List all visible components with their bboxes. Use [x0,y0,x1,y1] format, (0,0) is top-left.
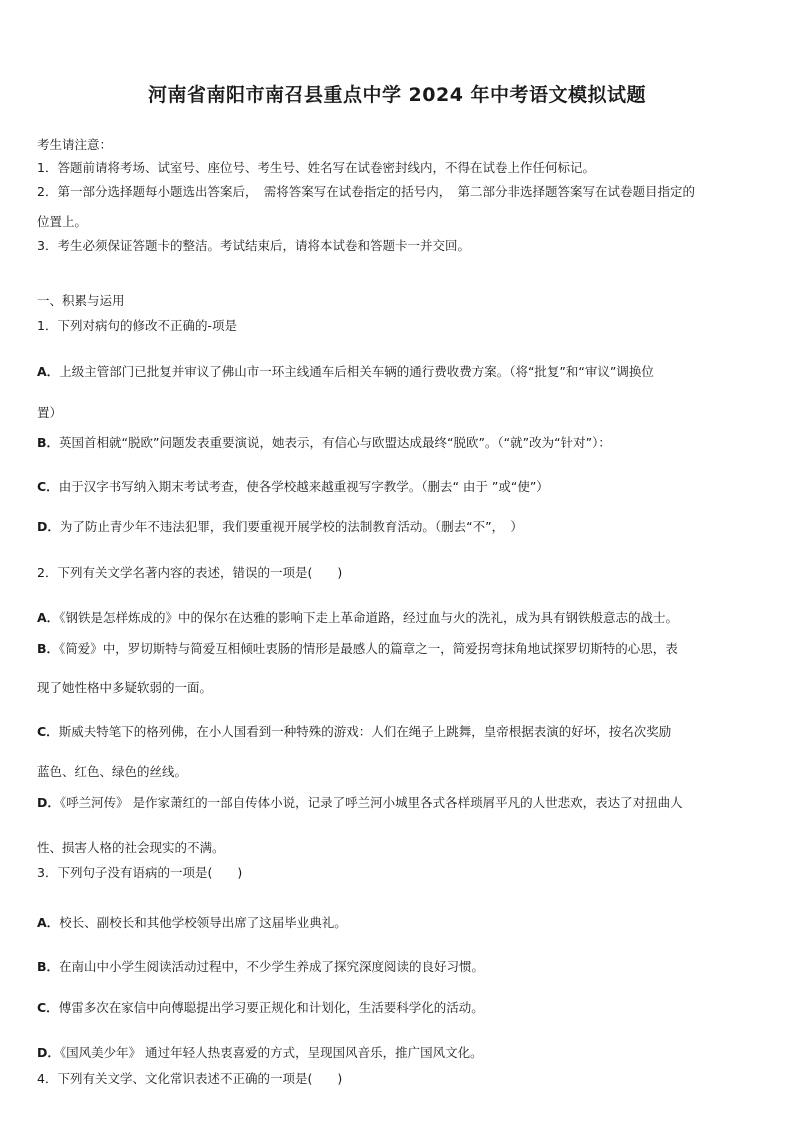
option-text: 《呼兰河传》 是作家萧红的一部自传体小说，记录了呼兰河小城里各式各样琐屑平凡的人世悲欢，表达了对扭曲人 [59,795,683,810]
q2-stem: 2．下列有关文学名著内容的表述，错误的一项是( ) [37,565,343,580]
option-text: 英国首相就“脱欧”问题发表重要演说，她表示，有信心与欧盟达成最终“脱欧”。（“就”改为“针对”）： [59,435,611,450]
option-label: D． [37,1045,60,1060]
option-label: A． [37,364,60,379]
section-heading: 一、积累与运用 [37,293,125,308]
q1-option-b[interactable] [37,435,761,451]
option-text: 在南山中小学生阅读活动过程中，不少学生养成了探究深度阅读的良好习惯。 [59,959,485,974]
option-label: A． [37,610,60,625]
q2-option-b[interactable] [37,641,761,657]
option-text: 校长、副校长和其他学校领导出席了这届毕业典礼。 [59,915,347,930]
q1-option-a[interactable] [37,364,761,380]
q2-option-a[interactable] [37,610,761,626]
option-label: A． [37,915,60,930]
option-label: D． [37,519,60,534]
q2-option-b-cont: 现了她性格中多疑软弱的一面。 [37,680,213,695]
option-text: 上级主管部门已批复并审议了佛山市一环主线通车后相关车辆的通行费收费方案。（将“批复”和“审议”调换位 [59,364,654,379]
option-label: B． [37,641,60,656]
q2-option-c-cont: 蓝色、红色、绿色的丝线。 [37,764,188,779]
notice-item-2: 2．第一部分选择题每小题选出答案后， 需将答案写在试卷指定的括号内， 第二部分非选择题答案写在试卷题目指定的 [37,184,695,199]
option-text: 《国风美少年》 通过年轻人热衷喜爱的方式，呈现国风音乐，推广国风文化。 [59,1045,483,1060]
q2-option-d[interactable] [37,795,761,811]
q1-option-c[interactable] [37,479,761,495]
option-label: B． [37,435,60,450]
q2-option-d-cont: 性、损害人格的社会现实的不满。 [37,840,225,855]
q1-option-a-cont: 置） [37,405,63,420]
q3-option-d[interactable] [37,1045,761,1061]
notice-heading: 考生请注意： [37,137,113,152]
option-text: 由于汉字书写纳入期末考试考查，使各学校越来越重视写字教学。（删去“ 由于 ”或“使”） [58,479,549,494]
q3-option-b[interactable] [37,959,761,975]
notice-item-1: 1．答题前请将考场、试室号、座位号、考生号、姓名写在试卷密封线内，不得在试卷上作任何标记。 [37,160,595,175]
option-text: 《钢铁是怎样炼成的》中的保尔在达雅的影响下走上革命道路，经过血与火的洗礼，成为具有钢铁般意志的战士。 [59,610,678,625]
q1-option-d[interactable] [37,519,761,535]
option-label: D． [37,795,60,810]
option-label: C． [37,479,59,494]
q2-option-c[interactable] [37,724,761,740]
q3-stem: 3．下列句子没有语病的一项是( ) [37,865,243,880]
q3-option-a[interactable] [37,915,761,931]
option-label: B． [37,959,60,974]
option-text: 傅雷多次在家信中向傅聪提出学习要正规化和计划化，生活要科学化的活动。 [58,1000,484,1015]
option-label: C． [37,1000,59,1015]
q4-stem: 4．下列有关文学、文化常识表述不正确的一项是( ) [37,1071,343,1086]
option-text: 为了防止青少年不违法犯罪，我们要重视开展学校的法制教育活动。（删去“不”， ） [59,519,523,534]
option-text: 斯威夫特笔下的格列佛，在小人国看到一种特殊的游戏：人们在绳子上跳舞，皇帝根据表演的好坏，按名次奖励 [58,724,672,739]
notice-item-2-cont: 位置上。 [37,214,88,229]
q3-option-c[interactable] [37,1000,761,1016]
option-label: C． [37,724,59,739]
q1-stem: 1．下列对病句的修改不正确的-项是 [37,318,237,333]
option-text: 《简爱》中，罗切斯特与简爱互相倾吐衷肠的情形是最感人的篇章之一，简爱拐弯抹角地试探罗切斯特的心思，表 [59,641,678,656]
page-title: 河南省南阳市南召县重点中学 2024 年中考语文模拟试题 [147,84,647,106]
notice-item-3: 3．考生必须保证答题卡的整洁。考试结束后，请将本试卷和答题卡一并交回。 [37,238,470,253]
